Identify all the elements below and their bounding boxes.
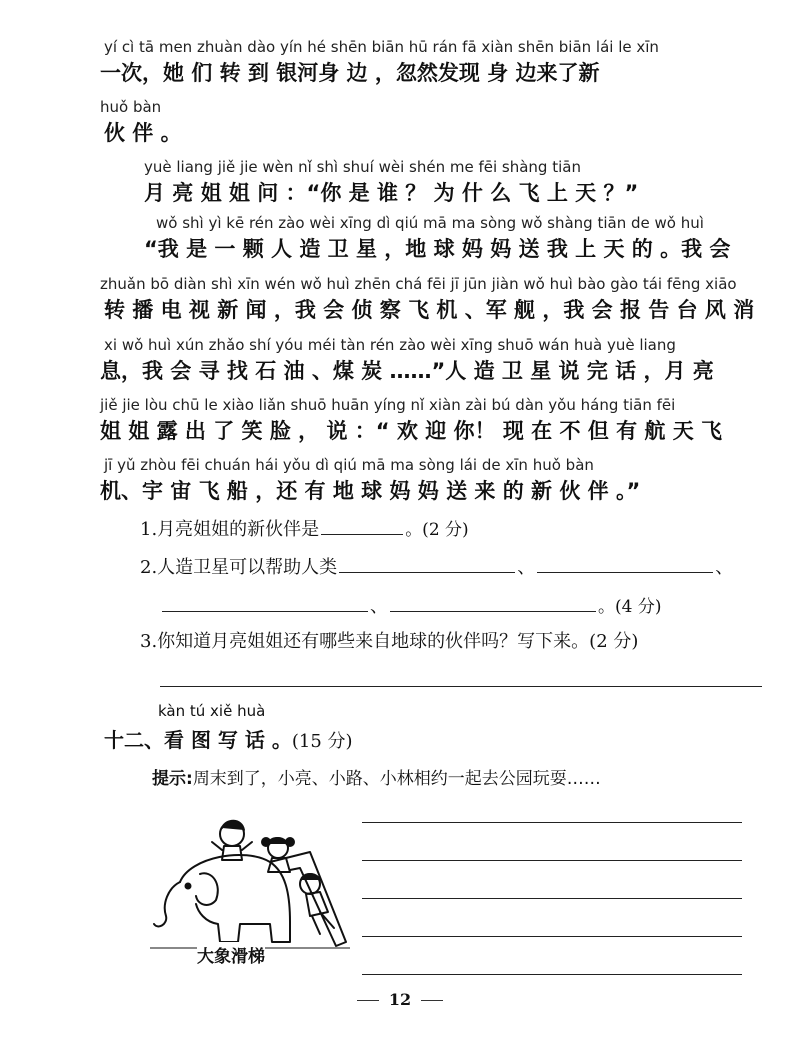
hint-text: 周末到了，小亮、小路、小林相约一起去公园玩耍……: [192, 769, 601, 789]
hanzi-line: 月 亮 姐 姐 问 ：“你 是 谁 ？ 为 什 么 飞 上 天 ？”: [144, 181, 639, 205]
page-number-dash-right: [421, 1000, 443, 1001]
writing-line[interactable]: [362, 822, 742, 823]
page-number-dash-left: [357, 1000, 379, 1001]
writing-line[interactable]: [362, 860, 742, 861]
pinyin-line: jī yǔ zhòu fēi chuán hái yǒu dì qiú mā ma sòng lái de xīn huǒ bàn: [104, 456, 594, 474]
pinyin-line: huǒ bàn: [100, 98, 162, 116]
question-3: [140, 630, 638, 654]
pinyin-line: wǒ shì yì kē rén zào wèi xīng dì qiú mā ma sòng wǒ shàng tiān de wǒ huì: [156, 214, 704, 232]
illustration-caption: 大象滑梯: [197, 942, 265, 967]
slide-ramp: [270, 852, 346, 946]
question-2-blank-4[interactable]: [390, 591, 596, 612]
hanzi-line: 转 播 电 视 新 闻 ，我 会 侦 察 飞 机 、军 舰 ，我 会 报 告 台 风 消: [104, 298, 755, 322]
hanzi-line: 姐 姐 露 出 了 笑 脸 ， 说 ：“ 欢 迎 你！ 现 在 不 但 有 航 天 飞: [100, 419, 723, 443]
question-2-blank-3[interactable]: [162, 591, 368, 612]
section-title-pinyin: kàn tú xiě huà: [158, 702, 266, 720]
separator: 、: [370, 596, 388, 617]
section-points: (15 分): [291, 731, 353, 752]
hanzi-line: “我 是 一 颗 人 造 卫 星 ，地 球 妈 妈 送 我 上 天 的 。我 会: [144, 237, 731, 261]
writing-line[interactable]: [362, 898, 742, 899]
question-2-score: 。(4 分): [598, 597, 662, 617]
question-1-answer-blank[interactable]: [321, 514, 403, 535]
page-number: [0, 990, 800, 1009]
pinyin-line: yuè liang jiě jie wèn nǐ shì shuí wèi shén me fēi shàng tiān: [144, 158, 581, 176]
hanzi-line: 伙 伴 。: [104, 121, 182, 145]
question-2-text: 2.人造卫星可以帮助人类: [140, 557, 338, 578]
question-2-blank-1[interactable]: [339, 552, 515, 573]
elephant-trunk: [154, 882, 180, 926]
hanzi-line: 息，我 会 寻 找 石 油 、煤 炭 ……”人 造 卫 星 说 完 话 ，月 亮: [100, 359, 714, 383]
pinyin-line: yí cì tā men zhuàn dào yín hé shēn biān hū rán fā xiàn shēn biān lái le xīn: [104, 38, 659, 56]
section-title-text: 十二、看 图 写 话 。: [104, 728, 292, 752]
question-3-answer-line[interactable]: [160, 686, 762, 687]
writing-line[interactable]: [362, 936, 742, 937]
pinyin-line: zhuǎn bō diàn shì xīn wén wǒ huì zhēn chá fēi jī jūn jiàn wǒ huì bào gào tái fēng xiāo: [100, 275, 737, 293]
question-2-continued: [160, 591, 661, 619]
hanzi-line: 机、宇 宙 飞 船 ，还 有 地 球 妈 妈 送 来 的 新 伙 伴 。”: [100, 479, 641, 503]
separator: 、: [517, 557, 536, 578]
separator: 、: [715, 557, 734, 578]
question-2-blank-2[interactable]: [537, 552, 713, 573]
pinyin-line: jiě jie lòu chū le xiào liǎn shuō huān yíng nǐ xiàn zài bú dàn yǒu háng tiān fēi: [100, 396, 676, 414]
pinyin-line: xi wǒ huì xún zhǎo shí yóu méi tàn rén zào wèi xīng shuō wán huà yuè liang: [104, 336, 676, 354]
writing-line[interactable]: [362, 974, 742, 975]
question-3-text: 3.你知道月亮姐姐还有哪些来自地球的伙伴吗？写下来。(2 分): [140, 631, 639, 652]
question-1: [140, 514, 469, 542]
question-1-score: 。(2 分): [405, 520, 469, 540]
section-title: [104, 724, 353, 753]
writing-hint: [152, 764, 601, 789]
page-number-value: 12: [388, 990, 412, 1009]
question-2: [140, 552, 733, 580]
hanzi-line: 一次，她 们 转 到 银河身 边 ，忽然发现 身 边来了新: [100, 61, 600, 85]
hint-label: 提示:: [152, 769, 193, 789]
question-1-text: 1.月亮姐姐的新伙伴是: [140, 519, 320, 540]
